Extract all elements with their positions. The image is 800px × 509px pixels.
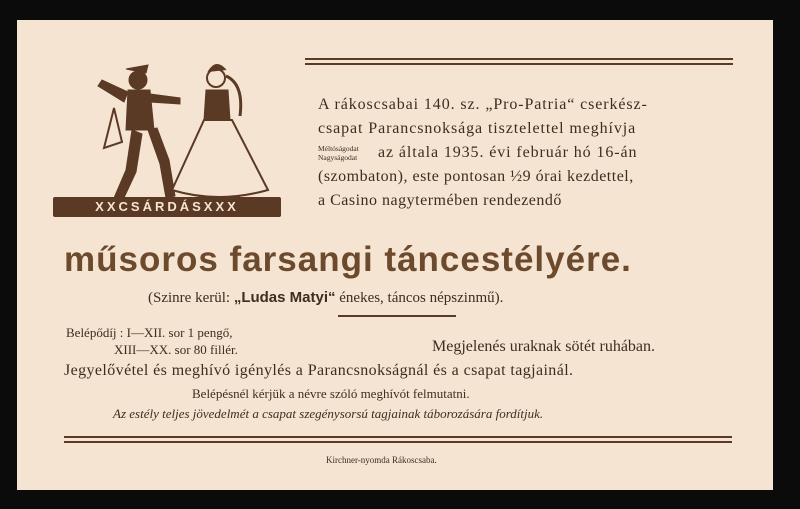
booking-line: Jegyelővétel és meghívó igénylés a Parancsnokságnál és a csapat tagjainál. bbox=[64, 362, 574, 379]
invitation-line-1: A rákoscsabai 140. sz. „Pro-Patria“ cserkész- bbox=[318, 96, 648, 113]
entry-note: Belépésnél kérjük a névre szóló meghívót felmutatni. bbox=[192, 386, 470, 401]
csardas-banner bbox=[53, 197, 281, 217]
bottom-rule-upper bbox=[64, 436, 732, 438]
ticket-price-line-2: XIII—XX. sor 80 fillér. bbox=[114, 342, 238, 357]
performance-play-title: „Ludas Matyi“ bbox=[233, 289, 336, 306]
honorific-top: Méltóságodat bbox=[318, 144, 359, 153]
invitation-line-2: csapat Parancsnoksága tisztelettel meghívja bbox=[318, 120, 637, 137]
play-underline bbox=[338, 315, 456, 317]
ticket-price-line-1: Belépődíj : I—XII. sor 1 pengő, bbox=[66, 325, 233, 340]
event-title: műsoros farsangi táncestélyére. bbox=[64, 240, 632, 279]
invitation-line-4: (szombaton), este pontosan ½9 órai kezdettel, bbox=[318, 168, 634, 185]
bottom-rule-lower bbox=[64, 441, 732, 443]
csardas-dancers-illustration bbox=[88, 60, 278, 220]
proceeds-note: Az estély teljes jövedelmét a csapat szegénysorsú tagjainak táborozására fordítjuk. bbox=[113, 406, 544, 421]
honorific-bottom: Nagyságodat bbox=[318, 153, 358, 162]
top-rule-lower bbox=[305, 63, 733, 65]
dress-code: Megjelenés uraknak sötét ruhában. bbox=[432, 338, 656, 355]
performance-prefix: (Szinre kerül: bbox=[148, 290, 234, 306]
printer-credit: Kirchner-nyomda Rákoscsaba. bbox=[326, 455, 437, 465]
performance-line bbox=[148, 289, 503, 307]
top-rule-upper bbox=[305, 58, 733, 60]
invitation-line-3: az általa 1935. évi február hó 16-án bbox=[378, 144, 638, 161]
performance-suffix: énekes, táncos népszinmű). bbox=[335, 290, 504, 306]
invitation-line-5: a Casino nagytermében rendezendő bbox=[318, 192, 562, 209]
csardas-banner-text: XXCSÁRDÁSXXX bbox=[95, 199, 239, 214]
